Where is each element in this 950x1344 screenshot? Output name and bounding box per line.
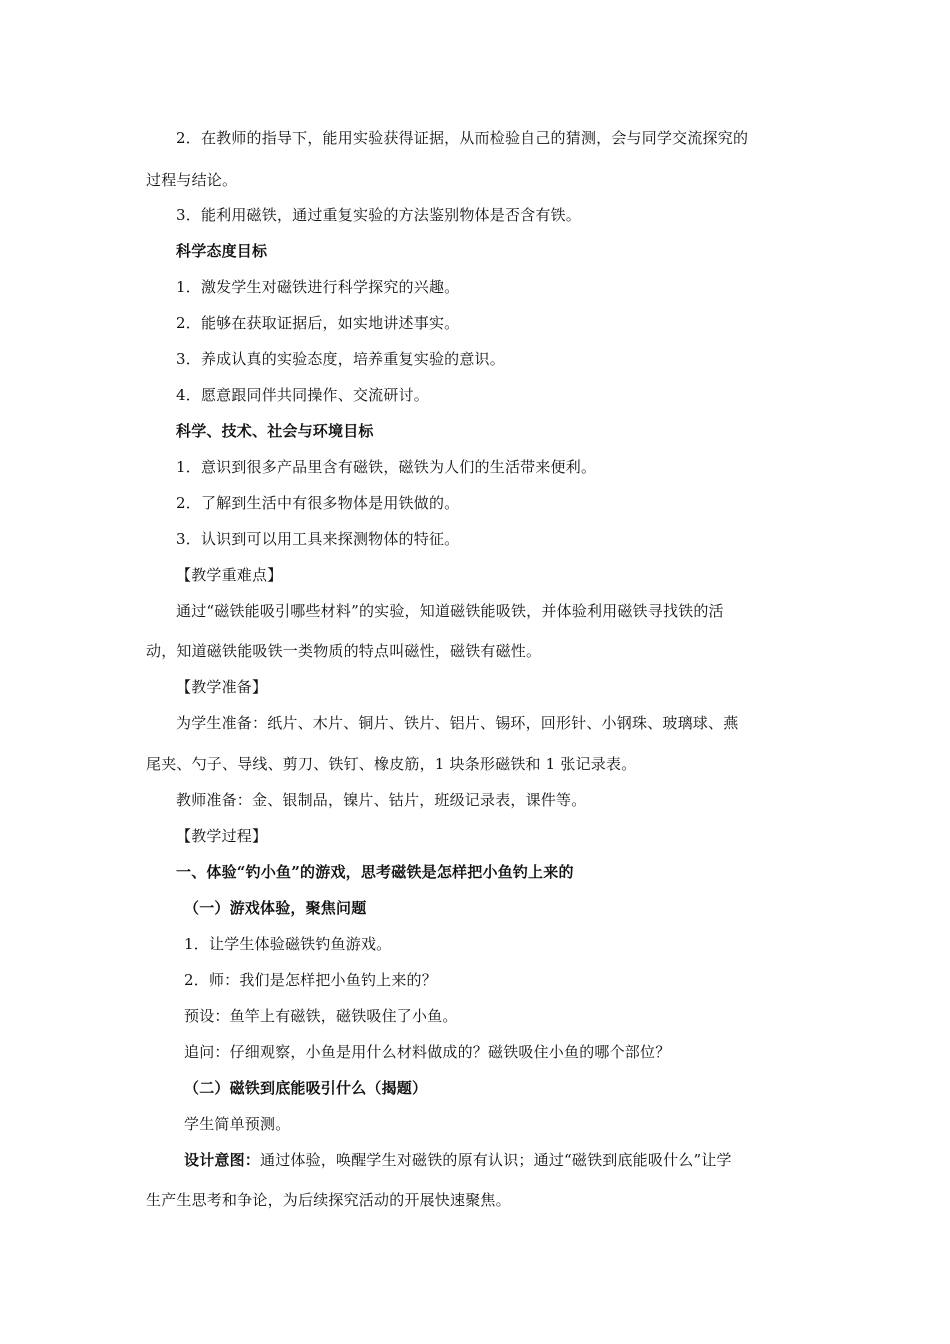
game-expected-answer: 预设：鱼竿上有磁铁，磁铁吸住了小鱼。 [184, 1007, 458, 1025]
attitude-item-3: 3．养成认真的实验态度，培养重复实验的意识。 [176, 350, 505, 368]
heading-preparation: 【教学准备】 [176, 678, 268, 696]
design-intent-text-cont: 生产生思考和争论，为后续探究活动的开展快速聚焦。 [146, 1191, 511, 1209]
subsection-1-title: （一）游戏体验，聚焦问题 [184, 899, 367, 917]
heading-science-attitude: 科学态度目标 [176, 242, 268, 260]
student-preparation: 为学生准备：纸片、木片、铜片、铁片、铝片、锡环，回形针、小钢珠、玻璃球、燕 [176, 714, 739, 732]
section-1-title: 一、体验“钓小鱼”的游戏，思考磁铁是怎样把小鱼钓上来的 [176, 863, 574, 881]
design-intent-text: 通过体验，唤醒学生对磁铁的原有认识；通过“磁铁到底能吸什么”让学 [260, 1151, 732, 1169]
design-intent-paragraph [184, 1150, 732, 1170]
heading-teaching-process: 【教学过程】 [176, 827, 268, 845]
key-points-text-cont: 动，知道磁铁能吸铁一类物质的特点叫磁性，磁铁有磁性。 [146, 642, 542, 660]
paragraph-goal-3: 3．能利用磁铁，通过重复实验的方法鉴别物体是否含有铁。 [176, 206, 581, 224]
student-preparation-cont: 尾夹、勺子、导线、剪刀、铁钉、橡皮筋，1 块条形磁铁和 1 张记录表。 [146, 755, 637, 773]
student-prediction: 学生简单预测。 [184, 1115, 291, 1133]
subsection-2-title: （二）磁铁到底能吸引什么（揭题） [184, 1079, 428, 1097]
key-points-text: 通过“磁铁能吸引哪些材料”的实验，知道磁铁能吸铁，并体验利用磁铁寻找铁的活 [176, 602, 724, 620]
game-step-2: 2．师：我们是怎样把小鱼钓上来的？ [184, 971, 437, 989]
teacher-preparation: 教师准备：金、银制品，镍片、钴片，班级记录表，课件等。 [176, 791, 587, 809]
heading-key-points: 【教学重难点】 [176, 566, 283, 584]
design-intent-label: 设计意图： [184, 1151, 261, 1169]
heading-stse: 科学、技术、社会与环境目标 [176, 422, 374, 440]
stse-item-1: 1．意识到很多产品里含有磁铁，磁铁为人们的生活带来便利。 [176, 458, 597, 476]
game-step-1: 1．让学生体验磁铁钓鱼游戏。 [184, 935, 392, 953]
attitude-item-2: 2．能够在获取证据后，如实地讲述事实。 [176, 314, 460, 332]
attitude-item-4: 4．愿意跟同伴共同操作、交流研讨。 [176, 386, 429, 404]
game-follow-up-question: 追问：仔细观察，小鱼是用什么材料做成的？磁铁吸住小鱼的哪个部位？ [184, 1043, 671, 1061]
paragraph-goal-2: 2．在教师的指导下，能用实验获得证据，从而检验自己的猜测，会与同学交流探究的 [176, 129, 749, 147]
paragraph-goal-2-cont: 过程与结论。 [146, 171, 238, 189]
stse-item-3: 3．认识到可以用工具来探测物体的特征。 [176, 530, 460, 548]
stse-item-2: 2．了解到生活中有很多物体是用铁做的。 [176, 494, 460, 512]
attitude-item-1: 1．激发学生对磁铁进行科学探究的兴趣。 [176, 278, 460, 296]
